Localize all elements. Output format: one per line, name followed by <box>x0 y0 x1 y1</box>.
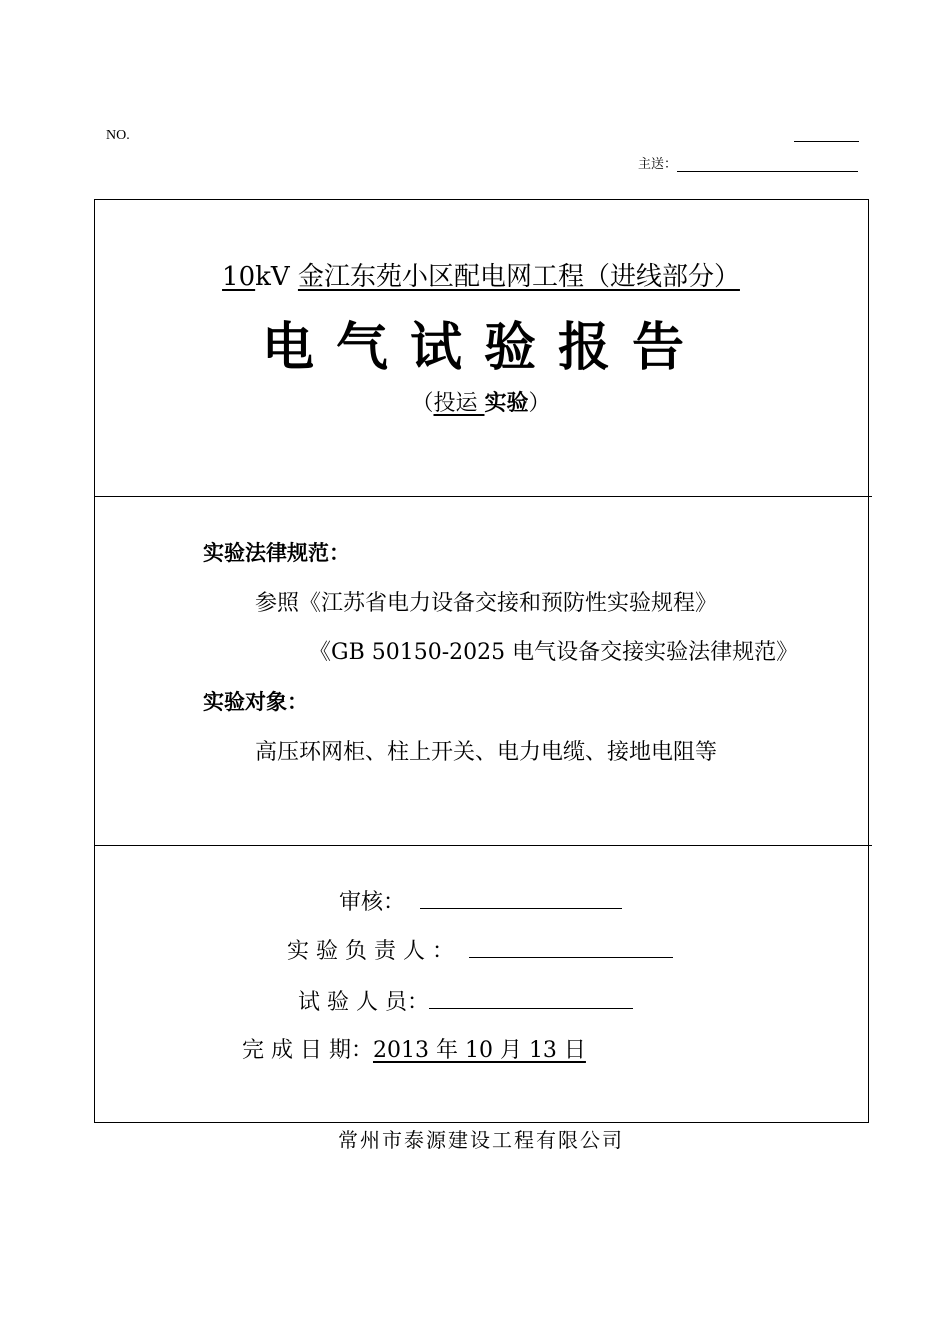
project-voltage-number: 10 <box>222 262 256 292</box>
divider-top <box>94 496 872 497</box>
staff-blank <box>429 988 633 1009</box>
project-name <box>0 256 950 293</box>
subtitle-test: 实验 <box>484 391 529 416</box>
company-name: 常州市泰源建设工程有限公司 <box>338 1128 624 1152</box>
date-row <box>242 1033 586 1064</box>
report-number-blank <box>794 141 859 142</box>
subtitle-close: ） <box>528 391 551 416</box>
review-blank <box>420 888 622 909</box>
staff-label: 试 验 人 员： <box>298 990 429 1015</box>
subtitle-type: 投运 <box>433 391 485 416</box>
subtitle-open: （ <box>411 391 434 416</box>
report-number-label: NO. <box>106 128 130 143</box>
project-voltage-unit: kV <box>255 262 298 292</box>
divider-bottom <box>94 845 872 846</box>
send-to-label: 主送： <box>638 157 678 172</box>
report-subtitle <box>0 386 950 417</box>
review-label: 审核： <box>339 890 406 915</box>
leader-label: 实 验 负 责 人 ： <box>287 939 454 964</box>
project-name-text: 金江东苑小区配电网工程（进线部分） <box>297 262 740 292</box>
spec-heading: 实验法律规范： <box>203 541 350 565</box>
leader-blank <box>469 937 673 958</box>
date-label: 完 成 日 期： <box>242 1038 373 1063</box>
object-heading: 实验对象： <box>203 690 308 714</box>
object-line: 高压环网柜、柱上开关、电力电缆、接地电阻等 <box>255 740 718 765</box>
staff-row <box>298 985 633 1016</box>
send-to-field <box>638 153 858 172</box>
leader-row <box>287 934 673 965</box>
review-row <box>339 885 622 916</box>
date-value: 2013 年 10 月 13 日 <box>372 1038 586 1063</box>
report-title: 电气试验报告 <box>261 318 706 378</box>
send-to-blank <box>677 157 858 172</box>
spec-line-2: 《GB 50150-2025 电气设备交接实验法律规范》 <box>309 640 799 665</box>
spec-line-1: 参照《江苏省电力设备交接和预防性实验规程》 <box>255 591 718 616</box>
